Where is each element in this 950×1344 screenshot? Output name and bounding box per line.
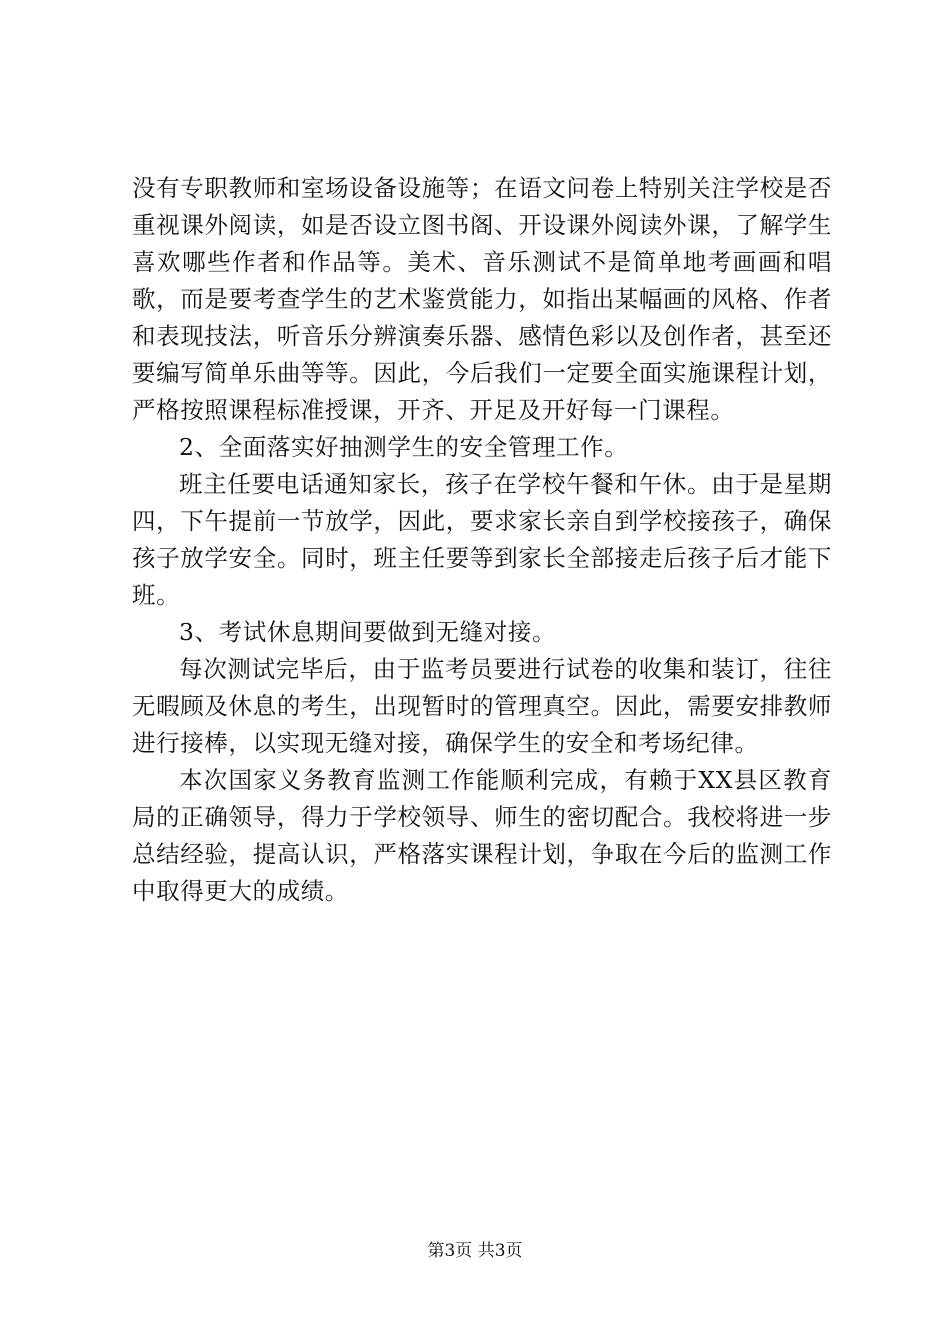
paragraph-conclusion: 本次国家义务教育监测工作能顺利完成，有赖于XX县区教育局的正确领导，得力于学校领导、师生的密切配合。我校将进一步总结经验，提高认识，严格落实课程计划，争取在今后的监测工作中取得更大的成绩。 — [132, 766, 832, 905]
paragraph-heading-2: 2、全面落实好抽测学生的安全管理工作。 — [179, 433, 629, 461]
paragraph-seamless-handoff: 每次测试完毕后，由于监考员要进行试卷的收集和装订，往往无暇顾及休息的考生，出现暂时的管理真空。因此，需要安排教师进行接棒，以实现无缝对接，确保学生的安全和考场纪律。 — [132, 655, 832, 757]
page-number-footer: 第3页 共3页 — [427, 1241, 523, 1261]
paragraph-heading-3: 3、考试休息期间要做到无缝对接。 — [179, 618, 557, 646]
document-body — [132, 170, 832, 910]
paragraph-parent-notice: 班主任要电话通知家长，孩子在学校午餐和午休。由于是星期四，下午提前一节放学，因此，要求家长亲自到学校接孩子，确保孩子放学安全。同时，班主任要等到家长全部接走后孩子后才能下班。 — [132, 470, 832, 609]
paragraph-continuation: 没有专职教师和室场设备设施等；在语文问卷上特别关注学校是否重视课外阅读，如是否设立图书阁、开设课外阅读外课，了解学生喜欢哪些作者和作品等。美术、音乐测试不是简单地考画画和唱歌，而是要考查学生的艺术鉴赏能力，如指出某幅画的风格、作者和表现技法，听音乐分辨演奏乐器、感情色彩以及创作者，甚至还要编写简单乐曲等等。因此，今后我们一定要全面实施课程计划，严格按照课程标准授课，开齐、开足及开好每一门课程。 — [132, 174, 832, 424]
